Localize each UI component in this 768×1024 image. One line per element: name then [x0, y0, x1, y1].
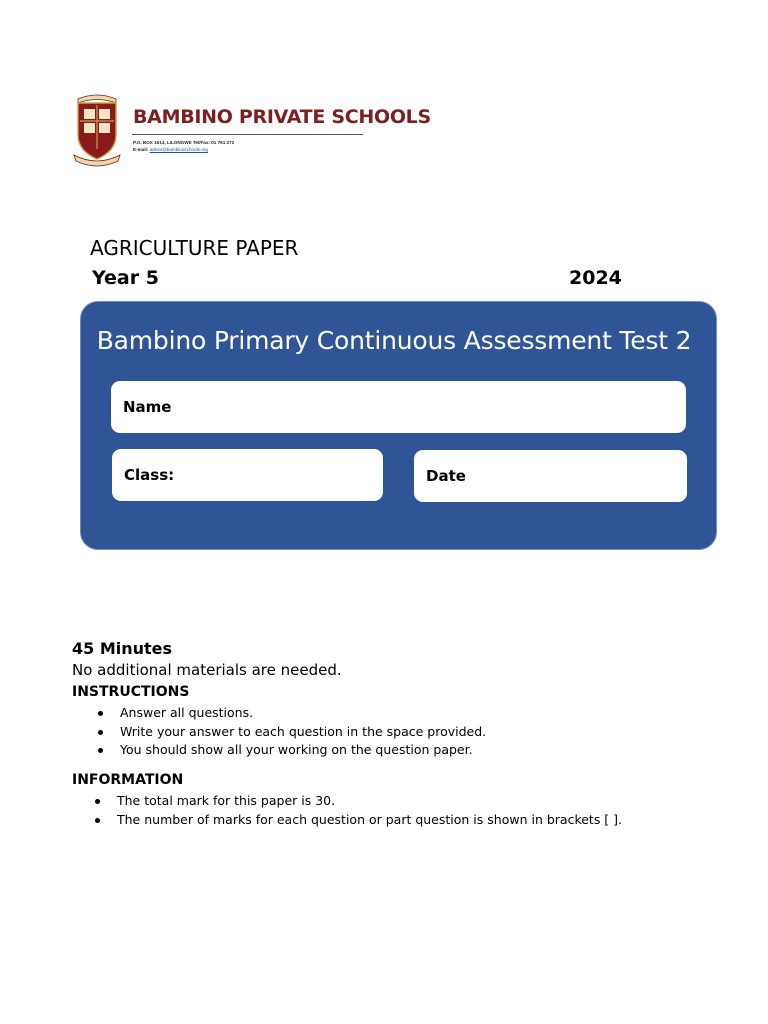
school-name: BAMBINO PRIVATE SCHOOLS [133, 106, 431, 128]
school-address [133, 140, 234, 153]
list-item: The number of marks for each question or part question is shown in brackets [ ]. [117, 811, 622, 830]
date-label: Date [426, 467, 466, 485]
name-label: Name [123, 398, 172, 416]
assessment-title: Bambino Primary Continuous Assessment Test 2 [96, 326, 692, 355]
duration: 45 Minutes [72, 639, 173, 658]
list-item: The total mark for this paper is 30. [117, 792, 622, 811]
address-line: P.O. BOX 1614, LILONGWE Tel/Fax: 01 761 272 [133, 140, 235, 145]
header-divider [132, 134, 363, 135]
paper-title: AGRICULTURE PAPER [90, 236, 299, 260]
class-label: Class: [124, 466, 175, 484]
bullet-icon [98, 748, 103, 753]
date-field[interactable] [414, 450, 687, 502]
information-list [117, 792, 622, 829]
bullet-icon [98, 711, 103, 716]
bullet-icon [95, 818, 100, 823]
class-field[interactable] [112, 449, 383, 501]
information-heading: INFORMATION [72, 772, 184, 788]
list-item: Answer all questions. [120, 704, 486, 723]
bullet-icon [95, 799, 100, 804]
email-link[interactable]: admin@bambinoschools.org [149, 146, 208, 152]
instructions-list [120, 704, 486, 760]
email-label: E-mail: [133, 146, 149, 152]
year-label: Year 5 [92, 267, 159, 289]
year-value: 2024 [569, 267, 622, 289]
list-item: Write your answer to each question in the space provided. [120, 723, 486, 742]
list-item: You should show all your working on the question paper. [120, 741, 486, 760]
school-crest-logo [72, 93, 122, 167]
name-field[interactable] [111, 381, 686, 433]
materials-note: No additional materials are needed. [72, 661, 342, 679]
instructions-heading: INSTRUCTIONS [72, 684, 190, 700]
bullet-icon [98, 730, 103, 735]
email-line [133, 147, 234, 154]
